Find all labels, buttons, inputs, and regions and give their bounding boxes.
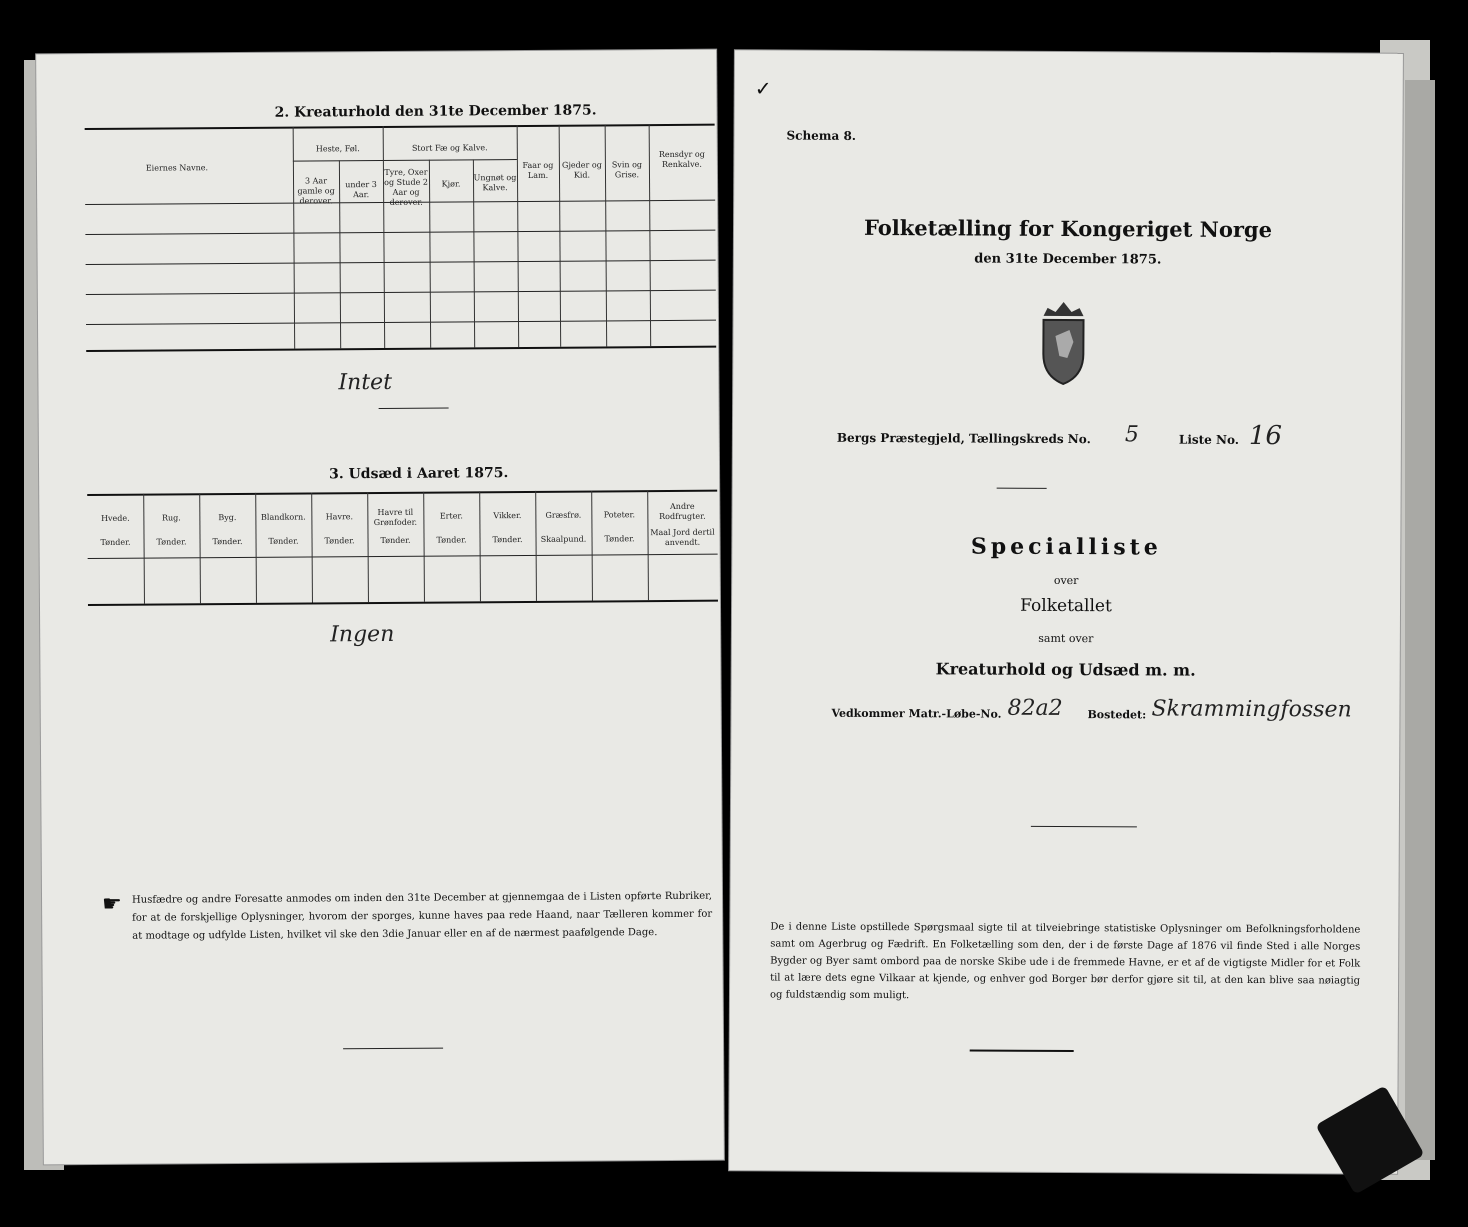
seed-rodfrugter: Andre Rodfrugter. [659, 501, 706, 522]
col-horses-a: 3 Aar gamle og derover. [297, 176, 335, 206]
seed-poteter: Poteter. [603, 510, 636, 520]
matr-no: 82a2 [1007, 695, 1063, 721]
col-cattle: Stort Fæ og Kalve. [411, 143, 488, 153]
col-horses-b: under 3 Aar. [345, 180, 377, 200]
col-owner: Eiernes Navne. [145, 163, 209, 173]
left-page [36, 50, 724, 1165]
section2-handwriting: Intet [338, 369, 393, 396]
seed-rodfrugter-unit: Maal Jord dertil anvendt. [650, 527, 715, 548]
coat-of-arms-icon [1033, 296, 1093, 386]
section3-handwriting: Ingen [330, 621, 395, 648]
main-title: Folketælling for Kongeriget Norge [863, 214, 1273, 243]
col-sheep: Faar og Lam. [522, 160, 554, 180]
matr-label: Vedkommer Matr.-Løbe-No. [831, 706, 1002, 721]
bosted-value: Skrammingfossen [1151, 696, 1352, 723]
seed-poteter-unit: Tønder. [604, 534, 635, 544]
seed-byg-unit: Tønder. [212, 536, 243, 547]
seed-hvede-unit: Tønder. [100, 537, 131, 547]
seed-havre-unit: Tønder. [324, 536, 355, 546]
seed-rug: Rug. [161, 513, 181, 523]
seed-havre-gron-unit: Tønder. [380, 535, 411, 545]
seed-hvede: Hvede. [101, 513, 130, 523]
folketallet-label: Folketallet [1020, 595, 1112, 617]
seed-graesfro-unit: Skaalpund. [540, 534, 587, 544]
col-cattle-b: Kjør. [441, 179, 461, 189]
section2-title: 2. Kreaturhold den 31te December 1875. [274, 102, 597, 121]
col-goats: Gjeder og Kid. [561, 160, 602, 180]
col-reindeer: Rensdyr og Renkalve. [658, 149, 705, 170]
notice-text: Husfædre og andre Foresatte anmodes om inden den 31te December at gjennemgaa de i Listen opførte Rubriker, for at de forskjellige Oplysninger, hvorom der sporges, kunne haves paa rede Haand, naar Tælleren kommer for at modtage og udfylde Listen, hvilket vil ske den 3die Januar eller en af de nærmest paafølgende Dage. [132, 890, 713, 942]
liste-label: Liste No. [1178, 432, 1239, 447]
right-page [729, 50, 1403, 1173]
pointing-hand-icon: ☛ [101, 891, 122, 917]
col-horses: Heste, Føl. [315, 144, 360, 154]
seed-blandkorn: Blandkorn. [260, 512, 306, 522]
col-cattle-c: Ungnøt og Kalve. [473, 173, 517, 193]
schema-label: Schema 8. [786, 128, 857, 143]
seed-blandkorn-unit: Tønder. [268, 536, 299, 546]
seed-byg: Byg. [218, 513, 237, 523]
col-pigs: Svin og Grise. [611, 160, 643, 180]
section3-title: 3. Udsæd i Aaret 1875. [329, 465, 509, 483]
col-cattle-a: Tyre, Oxer og Stude 2 Aar og derover. [384, 167, 428, 207]
liste-no: 16 [1248, 420, 1283, 452]
title-date: den 31te December 1875. [974, 251, 1162, 268]
seed-havre: Havre. [325, 512, 354, 522]
seed-rug-unit: Tønder. [156, 537, 187, 547]
seed-vikker-unit: Tønder. [492, 535, 523, 545]
right-paper-stack-2 [1405, 80, 1435, 1160]
bosted-label: Bostedet: [1087, 708, 1147, 722]
samt-over-label: samt over [1038, 631, 1094, 646]
footer-text: De i denne Liste opstillede Spørgsmaal sigte til at tilveiebringe statistiske Oplysninger om Befolkningsforholdene samt om Agerbrug og Fædrift. En Folketælling som den, der i de første Dage af 1876 vil finde Sted i alle Norges Bygder og Byer samt ombord paa de norske Skibe ude i de fremmede Havne, er et af de vigtigste Midler for et Folk til at lære dets egne Vilkaar at kjende, og enhver god Borger bør derfor gjøre sit til, at den kan blive saa nøiagtig og fuldstændig som muligt. [769, 921, 1361, 1002]
specialliste-title: Specialliste [970, 533, 1162, 561]
kreaturhold-title: Kreaturhold og Udsæd m. m. [935, 659, 1196, 680]
seed-erter-unit: Tønder. [436, 535, 467, 545]
parish-label: Bergs Præstegjeld, Tællingskreds No. [836, 430, 1091, 447]
check-mark: ✓ [754, 76, 772, 101]
kreds-no: 5 [1124, 422, 1139, 448]
seed-erter: Erter. [439, 511, 463, 521]
seed-havre-gron: Havre til Grønfoder. [373, 507, 418, 528]
seed-vikker: Vikker. [493, 511, 522, 521]
seed-graesfro: Græsfrø. [545, 510, 582, 520]
over-label: over [1053, 573, 1079, 588]
